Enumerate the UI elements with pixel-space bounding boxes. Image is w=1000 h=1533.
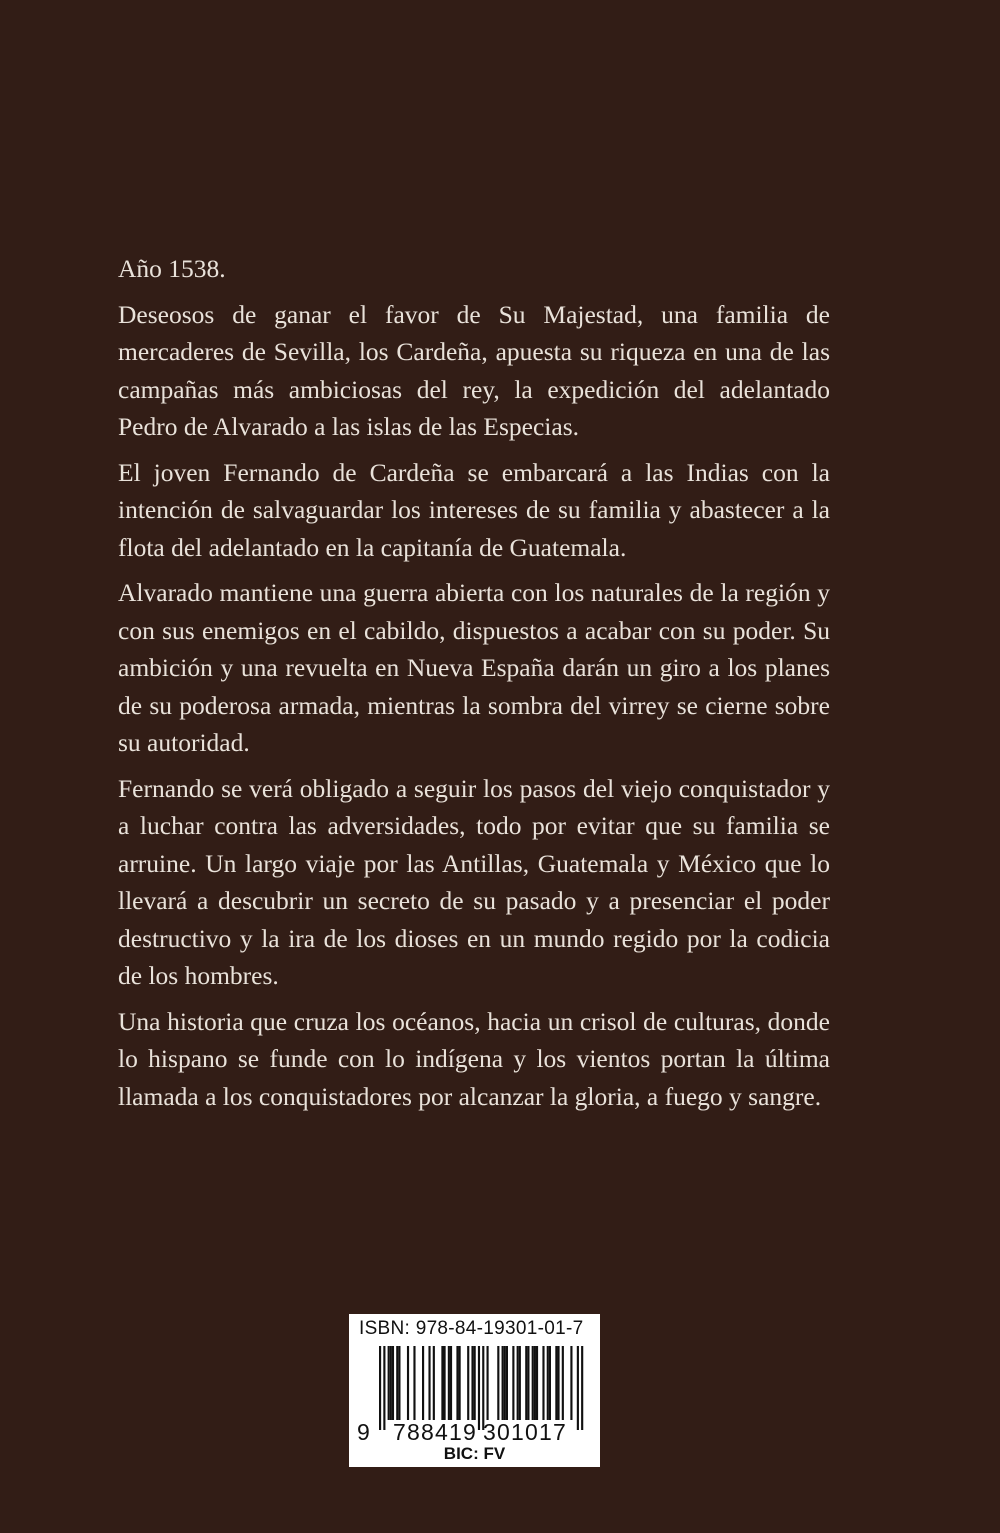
barcode-guard-bar (482, 1346, 484, 1430)
barcode-bar (407, 1346, 409, 1420)
barcode-bar (413, 1346, 415, 1420)
barcode-bar (467, 1346, 469, 1420)
blurb-paragraph: Alvarado mantiene una guerra abierta con los naturales de la región y con sus enemigos en el cabildo, dispuestos a acabar con su poder. Su ambición y una revuelta en Nueva España darán un giro a los planes de su poderosa armada, mientras la sombra del virrey se cierne sobre su autoridad. (118, 578, 830, 757)
barcode-bar (459, 1346, 461, 1420)
barcode-bar (525, 1346, 527, 1420)
barcode-bar (471, 1346, 473, 1420)
barcode-bar (555, 1346, 557, 1420)
isbn-label: ISBN: 978-84-19301-01-7 (359, 1318, 584, 1339)
blurb-paragraph: Deseosos de ganar el favor de Su Majestad, una familia de mercaderes de Sevilla, los Cardeña, apuesta su riqueza en una de las campañas más ambiciosas del rey, la expedición del adelantado Pedro de Alvarado a las islas de las Especias. (118, 299, 830, 441)
barcode-bar (448, 1346, 450, 1420)
barcode-bar (536, 1346, 538, 1420)
barcode-right-digits: 301017 (483, 1419, 567, 1445)
barcode-bar (512, 1346, 514, 1420)
barcode-guard-bar (577, 1346, 579, 1430)
barcode-bar (570, 1346, 572, 1420)
barcode-bar (542, 1346, 544, 1420)
barcode-bar (450, 1346, 452, 1420)
barcode-bar (392, 1346, 394, 1420)
barcode-bar (388, 1346, 390, 1420)
barcode-guard-bar (581, 1346, 583, 1430)
barcode-guard-bar (383, 1346, 385, 1430)
barcode-bar (474, 1346, 476, 1420)
bic-label: BIC: FV (443, 1444, 506, 1463)
barcode-bar (396, 1346, 398, 1420)
barcode-bar (517, 1346, 519, 1420)
barcode-bar (504, 1346, 506, 1420)
blurb-paragraph: El joven Fernando de Cardeña se embarcará a las Indias con la intención de salvaguardar los intereses de su familia y abastecer a la flota del adelantado en la capitanía de Guatemala. (118, 457, 830, 562)
blurb-paragraph: Una historia que cruza los océanos, hacia un crisol de culturas, donde lo hispano se funde con lo indígena y los vientos portan la última llamada a los conquistadores por alcanzar la gloria, a fuego y sangre. (118, 1006, 830, 1111)
barcode-bar (532, 1346, 534, 1420)
barcode-bar (433, 1346, 435, 1420)
blurb-text (118, 250, 830, 1123)
barcode-bar (534, 1346, 536, 1420)
barcode-bar (428, 1346, 430, 1420)
barcode-bar (519, 1346, 521, 1420)
barcode-guard-bar (379, 1346, 381, 1430)
barcode-bar (422, 1346, 424, 1420)
barcode-bar (390, 1346, 392, 1420)
blurb-paragraph-year: Año 1538. (118, 254, 226, 283)
isbn-barcode (349, 1314, 600, 1467)
barcode-bar (562, 1346, 564, 1420)
barcode-left-digits: 788419 (393, 1419, 477, 1445)
barcode-first-digit: 9 (357, 1419, 370, 1445)
barcode-bar (527, 1346, 529, 1420)
barcode-bar (557, 1346, 559, 1420)
barcode-bar (456, 1346, 458, 1420)
barcode-bar (506, 1346, 508, 1420)
barcode-bar (549, 1346, 551, 1420)
barcode-bar (487, 1346, 489, 1420)
barcode-guard-bar (478, 1346, 480, 1430)
barcode-bar (441, 1346, 443, 1420)
barcode-bar (398, 1346, 400, 1420)
barcode-bar (444, 1346, 446, 1420)
barcode-bar (547, 1346, 549, 1420)
barcode-bar (497, 1346, 499, 1420)
barcode-bar (502, 1346, 504, 1420)
blurb-paragraph: Fernando se verá obligado a seguir los pasos del viejo conquistador y a luchar contra las adversidades, todo por evitar que su familia se arruine. Un largo viaje por las Antillas, Guatemala y México que lo llevará a descubrir un secreto de su pasado y a presenciar el poder destructivo y la ira de los dioses en un mundo regido por la codicia de los hombres. (118, 773, 830, 990)
